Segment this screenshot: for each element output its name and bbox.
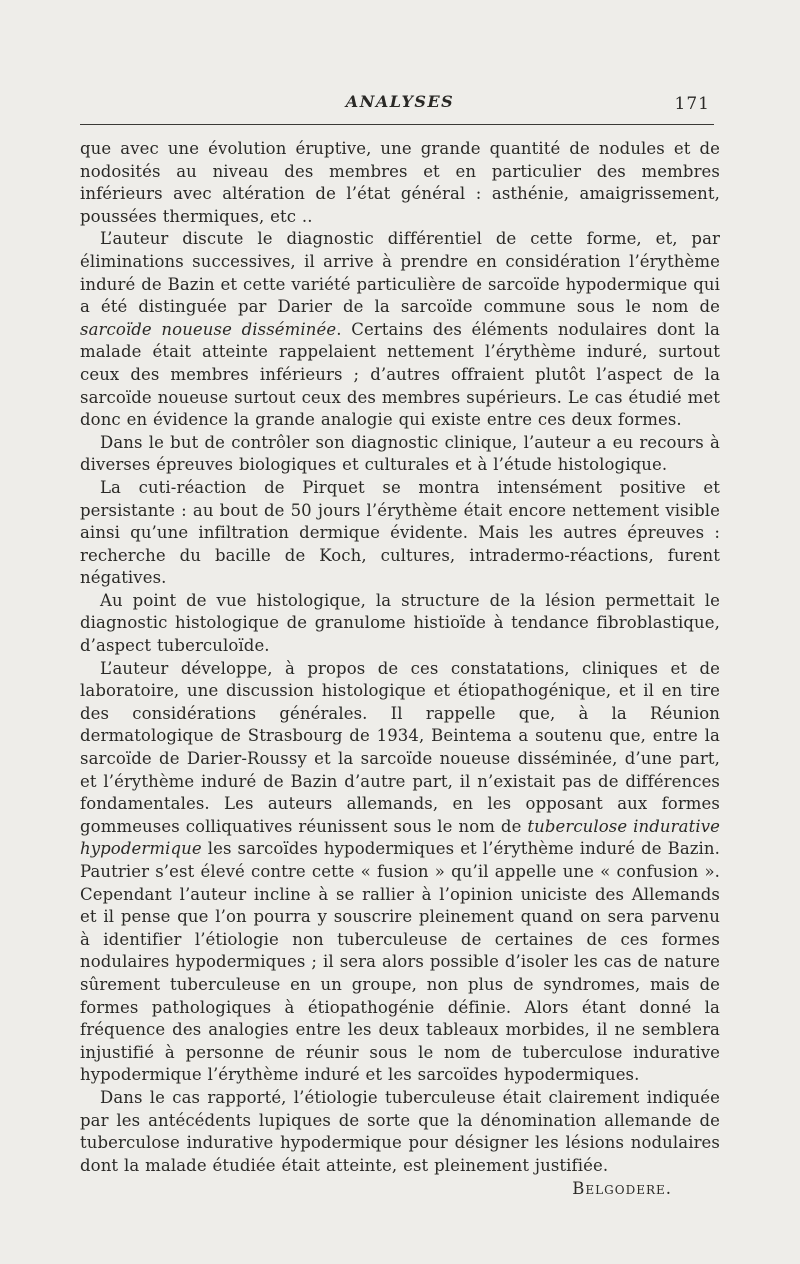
text-run: Dans le cas rapporté, l’étiologie tuberculeuse était clairement indiquée par les antécédents lupiques de sorte que la dénomination allemande de tuberculose indurative hypodermique pour désigner les lésions nodulaires dont la malade étudiée était atteinte, est pleinement justifiée.: [80, 1087, 720, 1175]
text-run: L’auteur discute le diagnostic différentiel de cette forme, et, par éliminations successives, il arrive à prendre en considération l’érythème induré de Bazin et cette variété particulière de sarcoïde hypodermique qui a été distinguée par Darier de la sarcoïde commune sous le nom de: [80, 229, 720, 317]
paragraph: [80, 658, 720, 1087]
paragraph: [80, 432, 720, 477]
text-run: Au point de vue histologique, la structure de la lésion permettait le diagnostic histologique de granulome histioïde à tendance fibroblastique, d’aspect tuberculoïde.: [80, 590, 720, 656]
text-run: les sarcoïdes hypodermiques et l’érythème induré de Bazin. Pautrier s’est élevé contre cette « fusion » qu’il appelle une « confusion ». Cependant l’auteur incline à se rallier à l’opinion uniciste des Allemands et il pense que l’on pourra y souscrire pleinement quand on sera parvenu à identifier l’étiologie non tuberculeuse de certaines de ces formes nodulaires hypodermiques ; il sera alors possible d’isoler les cas de nature sûrement tuberculeuse en un groupe, non plus de syndromes, mais de formes pathologiques à étiopathogénie définie. Alors étant donné la fréquence des analogies entre les deux tableaux morbides, il ne semblera injustifié à personne de réunir sous le nom de tuberculose indurative hypodermique l’érythème induré et les sarcoïdes hypodermiques.: [80, 839, 720, 1085]
page: [80, 86, 720, 1198]
paragraph: [80, 138, 720, 228]
author-signature: Belgodere.: [572, 1179, 672, 1199]
text-run: . Certains des éléments nodulaires dont la malade était atteinte rappelaient nettement l’érythème induré, surtout ceux des membres inférieurs ; d’autres offraient plutôt l’aspect de la sarcoïde noueuse surtout ceux des membres supérieurs. Le cas étudié met donc en évidence la grande analogie qui existe entre ces deux formes.: [80, 319, 720, 430]
text-run: La cuti-réaction de Pirquet se montra intensément positive et persistante : au bout de 50 jours l’érythème était encore nettement visible ainsi qu’une infiltration dermique évidente. Mais les autres épreuves : recherche du bacille de Koch, cultures, intradermo-réactions, furent négatives.: [80, 477, 720, 588]
italic-term: tuberculose indurative hypodermique: [80, 816, 720, 859]
page-header: [80, 86, 720, 118]
paragraph: [80, 477, 720, 590]
text-run: que avec une évolution éruptive, une grande quantité de nodules et de nodosités au niveau des membres et en particulier des membres inférieurs avec altération de l’état général : asthénie, amaigrissement, poussées thermiques, etc ..: [80, 139, 720, 226]
running-head: ANALYSES: [345, 92, 455, 111]
text-run: Dans le but de contrôler son diagnostic clinique, l’auteur a eu recours à diverses épreuves biologiques et culturales et à l’étude histologique.: [80, 432, 720, 475]
paragraph: [80, 228, 720, 431]
italic-term: sarcoïde noueuse disséminée: [80, 319, 337, 339]
header-rule: [80, 124, 714, 125]
paragraph: [80, 1087, 720, 1177]
page-number: 171: [674, 94, 710, 114]
paragraph: [80, 590, 720, 658]
article-body: [80, 138, 720, 1177]
text-run: L’auteur développe, à propos de ces constatations, cliniques et de laboratoire, une discussion histologique et étiopathogénique, et il en tire des considérations générales. Il rappelle que, à la Réunion dermatologique de Strasbourg de 1934, Beintema a soutenu que, entre la sarcoïde de Darier-Roussy et la sarcoïde noueuse disséminée, d’une part, et l’érythème induré de Bazin d’autre part, il n’existait pas de différences fondamentales. Les auteurs allemands, en les opposant aux formes gommeuses colliquatives réunissent sous le nom de: [80, 658, 720, 836]
